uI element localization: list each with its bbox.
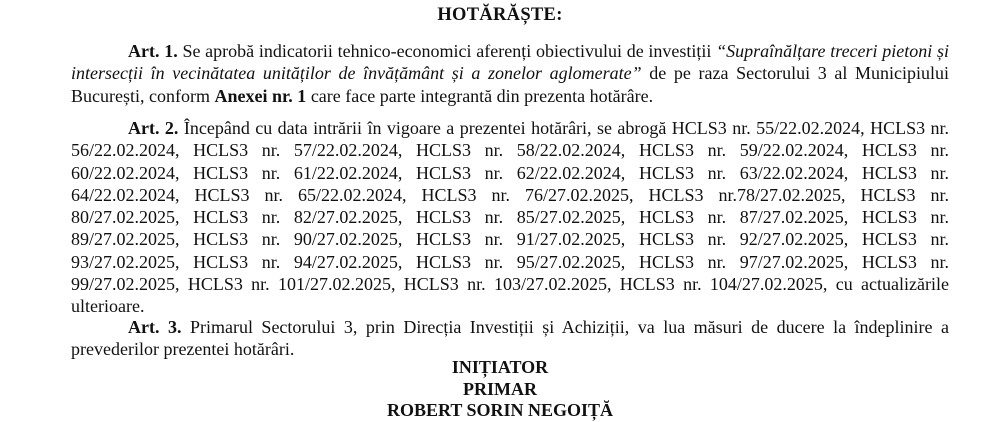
article-2-label: Art. 2. [128, 118, 179, 138]
article-2-text: Începând cu data intrării în vigoare a prezentei hotărâri, se abrogă HCLS3 nr. 55/22.02.2024, HCLS3 nr. 56/22.02.2024, HCLS3 nr. 57/22.02.2024, HCLS3 nr. 58/22.02.2024, HCLS3 nr. 59/22.02.2024, HCLS3 nr. 60/22.02.2024, HCLS3 nr. 61/22.02.2024, HCLS3 nr. 62/22.02.2024, HCLS3 nr. 63/22.02.2024, HCLS3 nr. 64/22.02.2024, HCLS3 nr. 65/22.02.2024, HCLS3 nr. 76/27.02.2025, HCLS3 nr.78/27.02.2025, HCLS3 nr. 80/27.02.2025, HCLS3 nr. 82/27.02.2025, HCLS3 nr. 85/27.02.2025, HCLS3 nr. 87/27.02.2025, HCLS3 nr. 89/27.02.2025, HCLS3 nr. 90/27.02.2025, HCLS3 nr. 91/27.02.2025, HCLS3 nr. 92/27.02.2025, HCLS3 nr. 93/27.02.2025, HCLS3 nr. 94/27.02.2025, HCLS3 nr. 95/27.02.2025, HCLS3 nr. 97/27.02.2025, HCLS3 nr. 99/27.02.2025, HCLS3 nr. 101/27.02.2025, HCLS3 nr. 103/27.02.2025, HCLS3 nr. 104/27.02.2025, cu actualizările ulterioare. [71, 118, 950, 317]
article-1-text-middle: de pe raza Sectorului 3 al Municipiului București, conform [71, 63, 949, 106]
article-3-text: Primarul Sectorului 3, prin Direcția Investiții și Achiziții, va lua măsuri de ducere la îndeplinire a prevederilor prezentei hotărâri. [71, 317, 949, 360]
article-2 [71, 117, 949, 318]
signature-title: PRIMAR [463, 379, 537, 399]
signature-name: ROBERT SORIN NEGOIȚĂ [386, 400, 614, 420]
signature-role: INIȚIATOR [451, 357, 549, 377]
article-3 [71, 316, 949, 361]
article-1-text-before: Se aprobă indicatorii tehnico-economici aferenți obiectivului de investiții [182, 41, 712, 61]
article-1-text-after: care face parte integrantă din prezenta hotărâre. [310, 85, 654, 106]
decision-heading: HOTĂRĂȘTE: [437, 5, 563, 25]
article-1 [71, 40, 949, 107]
article-1-label: Art. 1. [128, 41, 178, 61]
annex-reference: Anexei nr. 1 [214, 85, 307, 106]
article-3-label: Art. 3. [128, 317, 182, 337]
project-title: “Supraînălțare treceri pietoni și intersecții în vecinătatea unităților de învățământ și a zonelor aglomerate” [71, 41, 950, 84]
